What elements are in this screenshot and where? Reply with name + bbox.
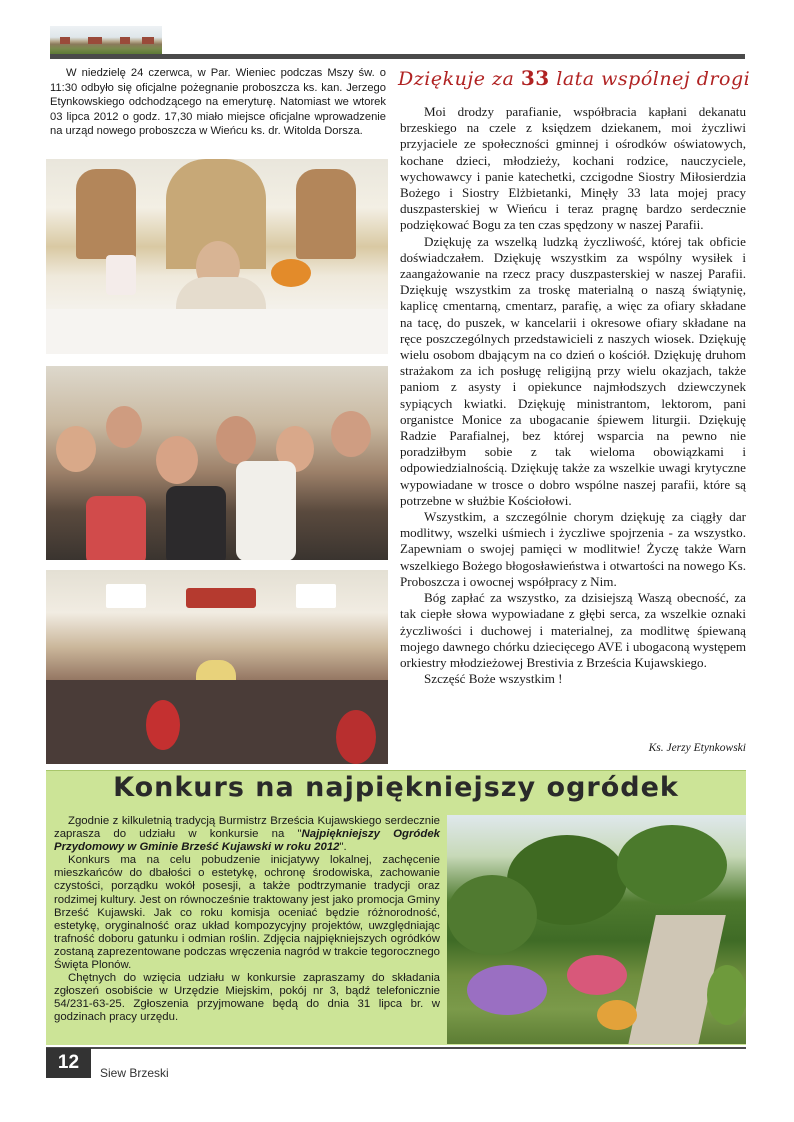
roof-shape: [120, 37, 130, 44]
signature: Ks. Jerzy Etynkowski: [648, 742, 746, 754]
roof-shape: [88, 37, 102, 44]
page-number: 12: [46, 1048, 91, 1078]
contest-paragraph: Chętnych do wzięcia udziału w konkursie zapraszamy do składania zgłoszeń osobiście w Urzędzie Miejskim, pokój nr 3, bądź telefonicznie 54/231-63-25. Zgłoszenia przyjmowane będą do dnia 31 lipca br. w godzinach pracy urzędu.: [54, 972, 440, 1024]
contest-paragraph: Konkurs ma na celu pobudzenie inicjatywy lokalnej, zachęcenie mieszkańców do dbałości o estetykę, ochronę środowiska, zachowanie czystości, porządku wokół posesji, a także podtrzymanie tradycji oraz rodzimej kultury. Jest on równocześnie traktowany jest jako promocja Gminy Brześć Kujawski. Jak co roku komisja oceniać będzie różnorodność, estetykę, oryginalność oraz układ kompozycyjny projektów, uwzględniając trafność doboru gatunku i odmian roślin. Zdjęcia najpiękniejszych ogródków zostaną zaprezentowane podczas wręczenia nagród w trakcie tegorocznego Święta Plonów.: [54, 854, 440, 972]
contest-body: [54, 815, 440, 1025]
article-paragraph: Bóg zapłać za wszystko, za dzisiejszą Waszą obecność, za tak ciepłe słowa wypowiadane z głębi serca, za wszelkie oznaki życzliwości i duchowej i materialnej, za modlitwę śpiewaną mojego dawnego chórku dziecięcego AVE i ubogaconą występem orkiestry młodzieżowej Brestivia z Brześcia Kujawskiego.: [400, 590, 746, 670]
intro-paragraph: W niedzielę 24 czerwca, w Par. Wieniec podczas Mszy św. o 11:30 odbyło się oficjalne pożegnanie proboszcza ks. kan. Jerzego Etynkowskiego odchodzącego na emeryturę. Natomiast we wtorek 03 lipca 2012 o godz. 17,30 miało miejsce oficjalne wprowadzenie na urząd nowego proboszcza w Wieńcu ks. dr. Witolda Dorsza.: [50, 67, 386, 138]
article-body: [400, 104, 746, 687]
contest-title: Konkurs na najpiękniejszy ogródek: [113, 772, 679, 803]
article-paragraph: Wszystkim, a szczególnie chorym dziękuję za ciągły dar modlitwy, wszelki uśmiech i życzliwe spojrzenia - za wszystko. Zapewniam o swojej pamięci w modlitwie! Życzę także Warn wszelkiego Bożego błogosławieństwa i otwartości na nowego Ks. Proboszcza i owocnej współpracy z Nim.: [400, 509, 746, 589]
header-rule: [50, 54, 745, 59]
roof-shape: [142, 37, 154, 44]
contest-text-part: Zgodnie z kilkuletnią tradycją Burmistrz Brześcia Kujawskiego serdecznie zaprasza do udziału w konkursie na ": [54, 815, 440, 841]
article-title: [398, 66, 751, 98]
magazine-name: Siew Brzeski: [100, 1066, 169, 1080]
article-paragraph: Dziękuję za wszelką ludzką życzliwość, której tak obficie doświadczałem. Dziękuję wszystkim za wspólny wysiłek i zaangażowanie na rzecz pracy duszpasterskiej w naszej Parafii. Dziękuję wszystkim za troskę materialną o naszą świątynię, kaplicę cmentarną, cmentarz, parafię, a więc za ofiary składane na tacę, do puszek, w kancelarii i okresowe ofiary składane na ręce poszczególnych przedstawicieli z naszych wiosek. Dziękuję wielu osobom dbającym na co dzień o kościół. Dziękuję druhom strażakom za ich posługę religijną przy wielu okazjach, także paniom z asysty i opiekunce najmłodszych dziewczynek sypiących kwiatki. Dziękuję ministrantom, lektorom, pani organistce Monice za ubogacanie śpiewem liturgii. Dziękuję Radzie Parafialnej, bez której wsparcia na pewno nie poradziłbym sobie z tak wieloma obowiązkami i odpowiedzialnością. Dziękuję także za wszelkie uwagi krytyczne wypowiadane w trosce o dobro wspólne naszej parafii, które są potrzebne w służbie Kościołowi.: [400, 233, 746, 508]
contest-name-emphasis: Najpiękniejszy Ogródek Przydomowy w Gminie Brześć Kujawski w roku 2012: [54, 828, 440, 854]
congregation-photo: [46, 366, 388, 560]
article-title-end: lata wspólnej drogi: [549, 68, 751, 90]
article-paragraph: Szczęść Boże wszystkim !: [424, 671, 563, 687]
contest-paragraph: [54, 815, 440, 854]
church-interior-photo: [46, 570, 388, 764]
garden-photo: [447, 815, 746, 1044]
footer-rule: [46, 1047, 746, 1049]
roof-shape: [60, 37, 70, 44]
contest-text-part: ".: [339, 841, 347, 854]
header-village-photo: [50, 26, 162, 54]
article-title-start: Dziękuje za: [398, 68, 521, 90]
article-paragraph: Moi drodzy parafianie, współbracia kapłani dekanatu brzeskiego na czele z księdzem dziekanem, moi życzliwi przyjaciele ze społeczności gminnej i ośrodków oświatowych, kochane dzieci, młodzieży, kochani rodzice, nauczyciele, wychowawcy i panie katechetki, czcigodne Siostry Miłosierdzia Bożego i Siostry Elżbietanki, Minęły 33 lata mojej pracy duszpasterskiej w Wieńcu i teraz pragnę bardzo serdecznie podziękować Bogu za ten czas spędzony w naszej Parafii.: [400, 104, 746, 233]
article-title-number: 33: [520, 66, 550, 90]
altar-photo: [46, 159, 388, 354]
